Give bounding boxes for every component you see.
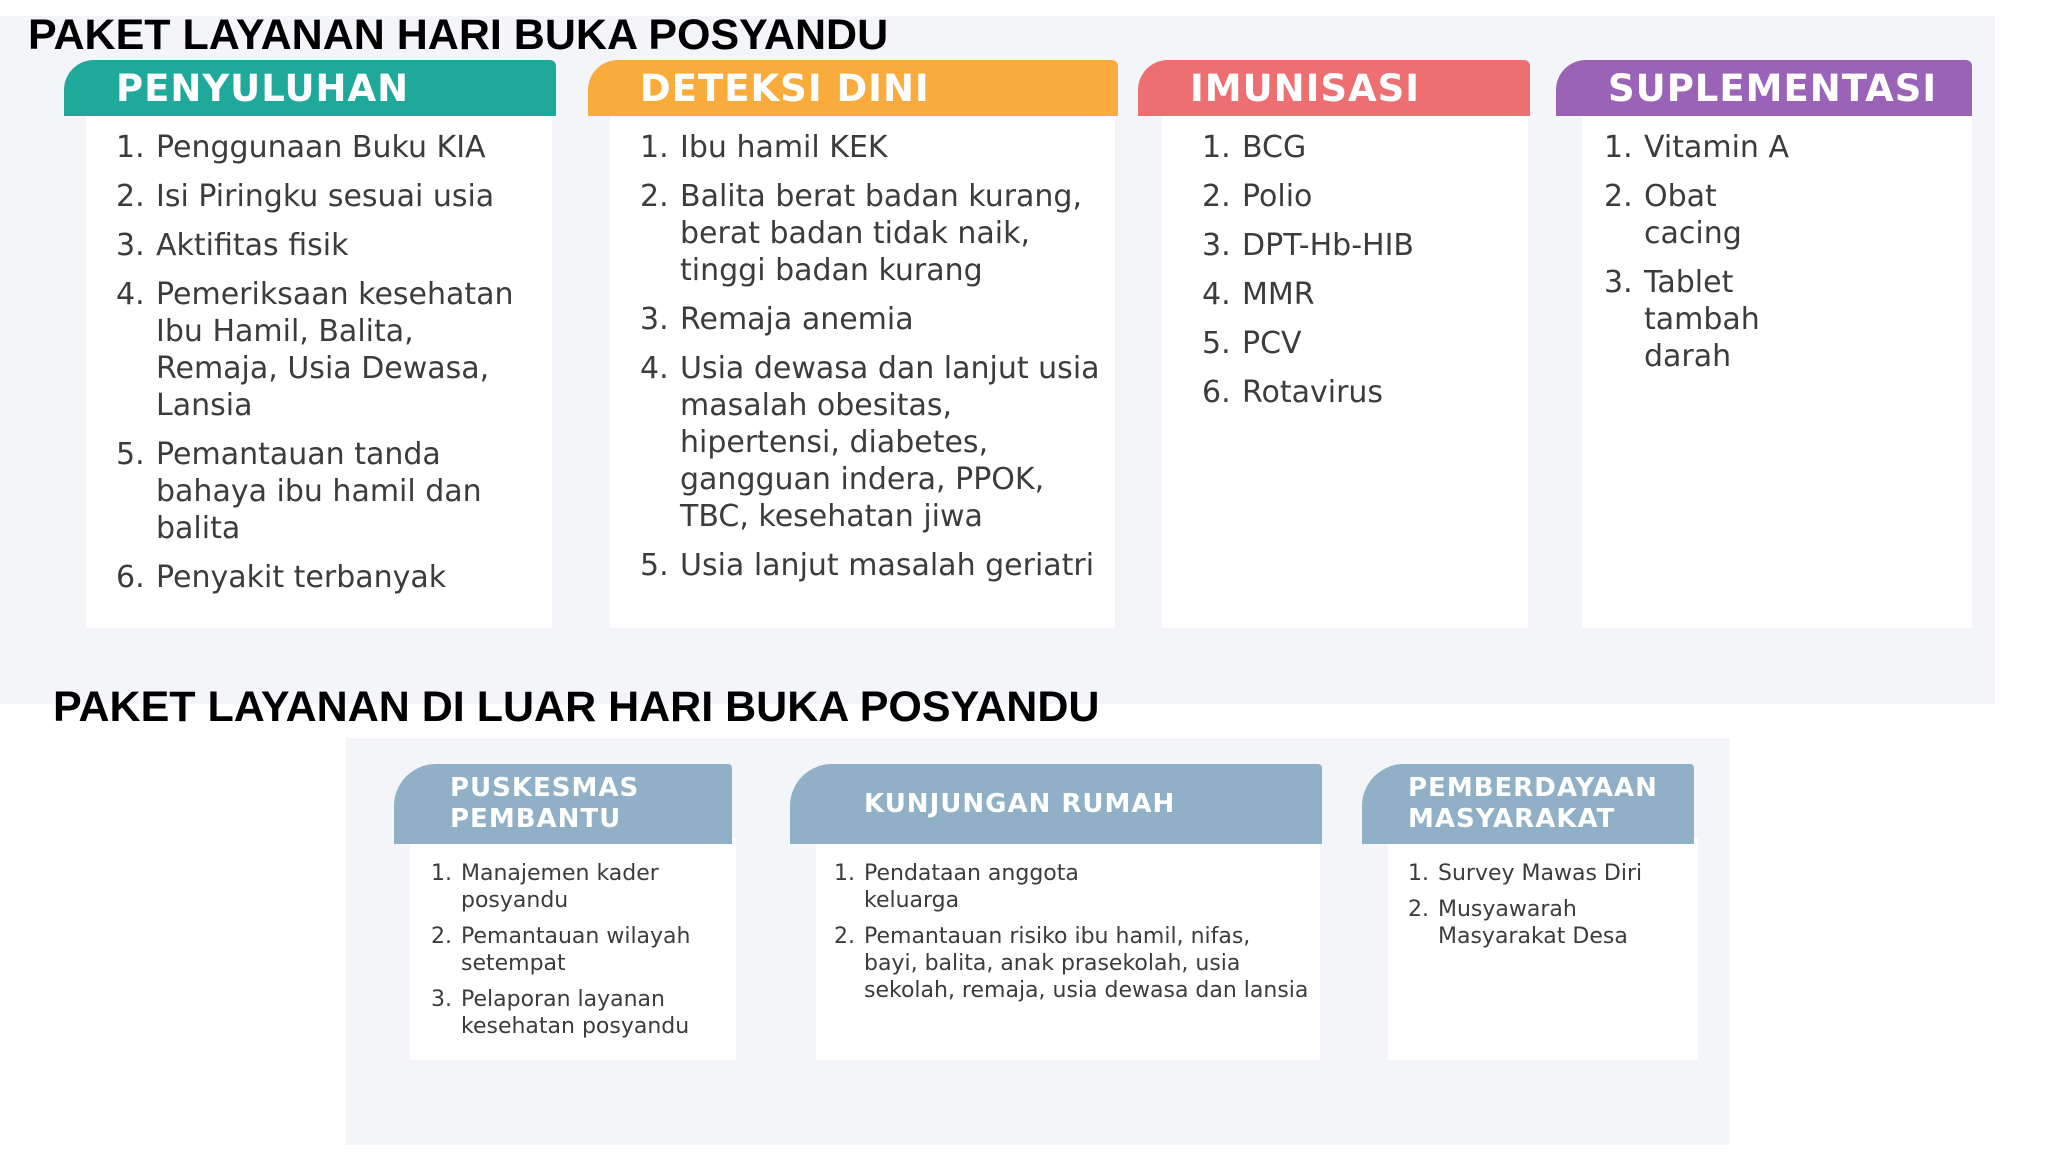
item-text: BCG bbox=[1242, 130, 1307, 165]
list-kunjungan-rumah bbox=[834, 860, 1310, 1013]
item-text: Penggunaan Buku KIA bbox=[156, 130, 486, 165]
item-text: Pemantauan wilayah setempat bbox=[461, 924, 691, 976]
header-penyuluhan-label: PENYULUHAN bbox=[116, 66, 410, 110]
list-item bbox=[1202, 178, 1512, 215]
list-item bbox=[640, 129, 1100, 166]
list-deteksi-dini bbox=[640, 129, 1100, 596]
header-imunisasi-label: IMUNISASI bbox=[1190, 66, 1421, 110]
item-text: DPT-Hb-HIB bbox=[1242, 228, 1415, 263]
list-item bbox=[1202, 276, 1512, 313]
item-number: 6. bbox=[116, 560, 145, 595]
item-number: 2. bbox=[1408, 897, 1429, 922]
item-text: Pemantauan risiko ibu hamil, nifas, bayi, balita, anak prasekolah, usia sekolah, remaja, usia dewasa dan lansia bbox=[864, 924, 1309, 1003]
list-pemberdayaan-masyarakat bbox=[1408, 860, 1688, 959]
list-item bbox=[640, 350, 1100, 535]
list-item bbox=[431, 986, 721, 1040]
item-text: Pemantauan tanda bahaya ibu hamil dan balita bbox=[156, 437, 482, 546]
item-text: Remaja anemia bbox=[680, 302, 914, 337]
list-item bbox=[834, 923, 1310, 1004]
item-number: 4. bbox=[116, 277, 145, 312]
item-number: 1. bbox=[116, 130, 145, 165]
header-suplementasi bbox=[1556, 60, 1972, 116]
item-text: Pendataan anggota keluarga bbox=[864, 861, 1079, 913]
list-item bbox=[834, 860, 1094, 914]
top-section-title: PAKET LAYANAN HARI BUKA POSYANDU bbox=[28, 11, 889, 59]
item-text: PCV bbox=[1242, 326, 1302, 361]
header-puskesmas-pembantu-line1: PUSKESMAS bbox=[450, 773, 640, 803]
item-number: 4. bbox=[1202, 277, 1231, 312]
item-number: 3. bbox=[431, 987, 452, 1012]
item-text: Survey Mawas Diri bbox=[1438, 861, 1643, 886]
item-text: Manajemen kader posyandu bbox=[461, 861, 659, 913]
item-number: 1. bbox=[1408, 861, 1429, 886]
item-text: Ibu hamil KEK bbox=[680, 130, 888, 165]
item-text: Usia dewasa dan lanjut usia masalah obesitas, hipertensi, diabetes, gangguan indera, PPOK, TBC, kesehatan jiwa bbox=[680, 351, 1100, 534]
list-item bbox=[1202, 227, 1512, 264]
item-number: 2. bbox=[834, 924, 855, 949]
list-item bbox=[640, 547, 1100, 584]
list-item bbox=[116, 436, 536, 547]
header-imunisasi bbox=[1138, 60, 1530, 116]
item-text: Usia lanjut masalah geriatri bbox=[680, 548, 1095, 583]
item-number: 2. bbox=[431, 924, 452, 949]
header-kunjungan-rumah bbox=[790, 764, 1322, 844]
item-number: 2. bbox=[1604, 179, 1633, 214]
item-text: Balita berat badan kurang, berat badan tidak naik, tinggi badan kurang bbox=[680, 179, 1083, 288]
item-text: Rotavirus bbox=[1242, 375, 1384, 410]
item-number: 3. bbox=[1202, 228, 1231, 263]
list-item bbox=[1202, 374, 1512, 411]
item-number: 3. bbox=[1604, 265, 1633, 300]
item-number: 5. bbox=[116, 437, 145, 472]
list-item bbox=[431, 860, 721, 914]
header-suplementasi-label: SUPLEMENTASI bbox=[1608, 66, 1938, 110]
list-item bbox=[116, 129, 536, 166]
list-item bbox=[116, 227, 536, 264]
item-text: Obat cacing bbox=[1644, 179, 1742, 251]
item-number: 2. bbox=[116, 179, 145, 214]
item-text: Penyakit terbanyak bbox=[156, 560, 447, 595]
header-deteksi-dini-label: DETEKSI DINI bbox=[640, 66, 930, 110]
header-pemberdayaan-masyarakat-line2: MASYARAKAT bbox=[1408, 804, 1616, 834]
bottom-section-title: PAKET LAYANAN DI LUAR HARI BUKA POSYANDU bbox=[53, 683, 1100, 731]
list-item bbox=[431, 923, 721, 977]
list-item bbox=[640, 301, 1100, 338]
item-number: 2. bbox=[1202, 179, 1231, 214]
list-item bbox=[640, 178, 1100, 289]
item-number: 1. bbox=[1202, 130, 1231, 165]
header-puskesmas-pembantu-line2: PEMBANTU bbox=[450, 804, 622, 834]
list-item bbox=[1202, 129, 1512, 166]
item-text: Aktifitas fisik bbox=[156, 228, 349, 263]
item-number: 1. bbox=[834, 861, 855, 886]
item-number: 1. bbox=[1604, 130, 1633, 165]
item-text: Musyawarah Masyarakat Desa bbox=[1438, 897, 1628, 949]
item-number: 2. bbox=[640, 179, 669, 214]
item-number: 3. bbox=[116, 228, 145, 263]
header-deteksi-dini bbox=[588, 60, 1118, 116]
item-text: Pemeriksaan kesehatan Ibu Hamil, Balita, Remaja, Usia Dewasa, Lansia bbox=[156, 277, 514, 423]
list-item bbox=[1604, 178, 1804, 252]
list-item bbox=[1604, 129, 1804, 166]
list-item bbox=[116, 276, 536, 424]
item-number: 1. bbox=[431, 861, 452, 886]
list-penyuluhan bbox=[116, 129, 536, 608]
item-text: Isi Piringku sesuai usia bbox=[156, 179, 495, 214]
item-text: Vitamin A bbox=[1644, 130, 1789, 165]
list-puskesmas-pembantu bbox=[431, 860, 721, 1049]
item-number: 6. bbox=[1202, 375, 1231, 410]
item-text: MMR bbox=[1242, 277, 1315, 312]
item-number: 3. bbox=[640, 302, 669, 337]
list-suplementasi bbox=[1604, 129, 1804, 387]
header-pemberdayaan-masyarakat-line1: PEMBERDAYAAN bbox=[1408, 773, 1658, 803]
list-item bbox=[1408, 896, 1688, 950]
item-text: Tablet tambah darah bbox=[1644, 265, 1760, 374]
list-item bbox=[1408, 860, 1688, 887]
list-item bbox=[116, 559, 536, 596]
list-imunisasi bbox=[1202, 129, 1512, 423]
item-number: 5. bbox=[1202, 326, 1231, 361]
header-kunjungan-rumah-line1: KUNJUNGAN RUMAH bbox=[864, 788, 1176, 819]
item-number: 4. bbox=[640, 351, 669, 386]
item-text: Pelaporan layanan kesehatan posyandu bbox=[461, 987, 690, 1039]
header-puskesmas-pembantu bbox=[394, 764, 732, 844]
item-number: 5. bbox=[640, 548, 669, 583]
header-penyuluhan bbox=[64, 60, 556, 116]
list-item bbox=[1202, 325, 1512, 362]
item-number: 1. bbox=[640, 130, 669, 165]
list-item bbox=[1604, 264, 1804, 375]
list-item bbox=[116, 178, 536, 215]
header-pemberdayaan-masyarakat bbox=[1362, 764, 1694, 844]
item-text: Polio bbox=[1242, 179, 1313, 214]
